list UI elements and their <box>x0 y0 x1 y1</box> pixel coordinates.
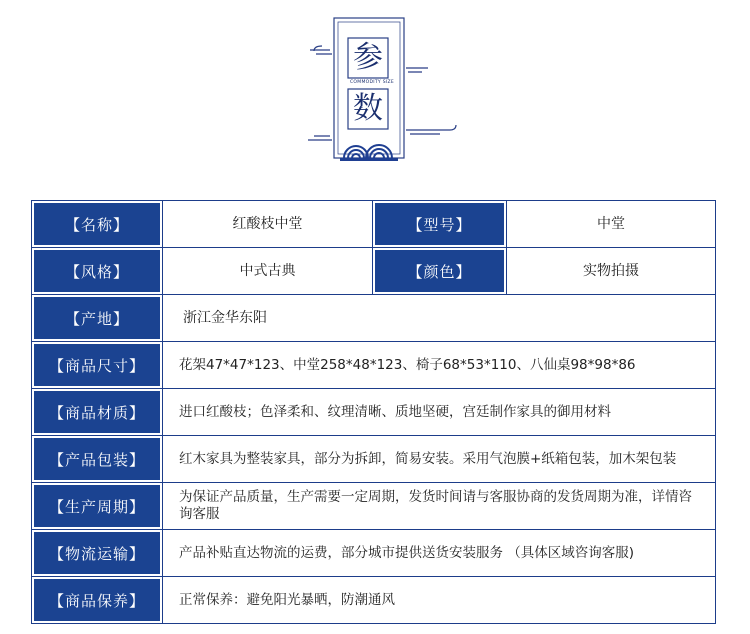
name-value: 红酸枝中堂 <box>163 201 373 248</box>
material-label: 【商品材质】 <box>32 389 163 436</box>
shipping-value: 产品补贴直达物流的运费，部分城市提供送货安装服务 （具体区域咨询客服) <box>163 530 716 577</box>
table-row <box>32 389 716 436</box>
shipping-label: 【物流运输】 <box>32 530 163 577</box>
table-row <box>32 342 716 389</box>
size-label: 【商品尺寸】 <box>32 342 163 389</box>
parameter-emblem <box>300 12 460 172</box>
table-row <box>32 483 716 530</box>
packing-value: 红木家具为整装家具，部分为拆卸，简易安装。采用气泡膜+纸箱包装，加木架包装 <box>163 436 716 483</box>
emblem-char-top: 参 <box>353 40 383 75</box>
spec-table <box>31 200 716 624</box>
emblem-subtitle: COMMODITY SIZE <box>349 80 395 85</box>
table-row <box>32 295 716 342</box>
table-row <box>32 248 716 295</box>
care-label: 【商品保养】 <box>32 577 163 624</box>
model-value: 中堂 <box>507 201 716 248</box>
origin-value: 浙江金华东阳 <box>163 295 716 342</box>
table-row <box>32 436 716 483</box>
packing-label: 【产品包装】 <box>32 436 163 483</box>
model-label: 【型号】 <box>373 201 507 248</box>
color-label: 【颜色】 <box>373 248 507 295</box>
care-value: 正常保养：避免阳光暴晒，防潮通风 <box>163 577 716 624</box>
size-value: 花架47*47*123、中堂258*48*123、椅子68*53*110、八仙桌98*98*86 <box>163 342 716 389</box>
table-row <box>32 201 716 248</box>
cycle-value: 为保证产品质量，生产需要一定周期，发货时间请与客服协商的发货周期为准，详情咨询客服 <box>163 483 716 530</box>
name-label: 【名称】 <box>32 201 163 248</box>
material-value: 进口红酸枝；色泽柔和、纹理清晰、质地坚硬，宫廷制作家具的御用材料 <box>163 389 716 436</box>
style-value: 中式古典 <box>163 248 373 295</box>
cycle-label: 【生产周期】 <box>32 483 163 530</box>
table-row <box>32 530 716 577</box>
color-value: 实物拍摄 <box>507 248 716 295</box>
origin-label: 【产地】 <box>32 295 163 342</box>
table-row <box>32 577 716 624</box>
emblem-char-bottom: 数 <box>353 91 383 126</box>
style-label: 【风格】 <box>32 248 163 295</box>
